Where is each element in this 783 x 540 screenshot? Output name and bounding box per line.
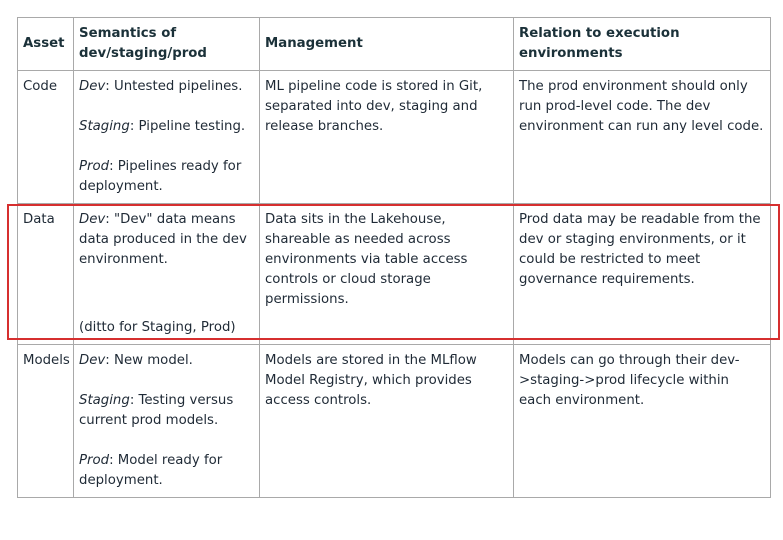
semantics-prod: Prod: Model ready for deployment.: [79, 453, 223, 488]
relation-cell: Models can go through their dev->staging->prod lifecycle within each environment.: [514, 345, 771, 498]
semantics-prod: Prod: Pipelines ready for deployment.: [79, 159, 242, 194]
header-management: Management: [260, 18, 514, 71]
semantics-dev: Dev: New model.: [79, 353, 193, 368]
semantics-staging: Staging: Testing versus current prod models.: [79, 393, 234, 428]
asset-cell: Models: [18, 345, 74, 498]
table-row-code: [18, 71, 771, 204]
semantics-cell: [74, 71, 260, 204]
semantics-dev: Dev: Untested pipelines.: [79, 79, 243, 94]
management-cell: ML pipeline code is stored in Git, separated into dev, staging and release branches.: [260, 71, 514, 204]
semantics-cell: [74, 345, 260, 498]
asset-cell: Code: [18, 71, 74, 204]
relation-cell: The prod environment should only run prod-level code. The dev environment can run any level code.: [514, 71, 771, 204]
semantics-ditto-note: (ditto for Staging, Prod): [79, 320, 236, 335]
table-row-models: [18, 345, 771, 498]
header-semantics: Semantics of dev/staging/prod: [74, 18, 260, 71]
header-asset: Asset: [18, 18, 74, 71]
asset-environment-table: [17, 17, 771, 498]
header-relation: Relation to execution environments: [514, 18, 771, 71]
relation-cell: Prod data may be readable from the dev or staging environments, or it could be restricted to meet governance requirements.: [514, 204, 771, 345]
semantics-staging: Staging: Pipeline testing.: [79, 119, 246, 134]
table-header-row: [18, 18, 771, 71]
asset-cell: Data: [18, 204, 74, 345]
table-row-data: [18, 204, 771, 345]
semantics-cell: [74, 204, 260, 345]
semantics-dev: Dev: "Dev" data means data produced in the dev environment.: [79, 212, 247, 267]
management-cell: Data sits in the Lakehouse, shareable as needed across environments via table access controls or cloud storage permissions.: [260, 204, 514, 345]
management-cell: Models are stored in the MLflow Model Registry, which provides access controls.: [260, 345, 514, 498]
